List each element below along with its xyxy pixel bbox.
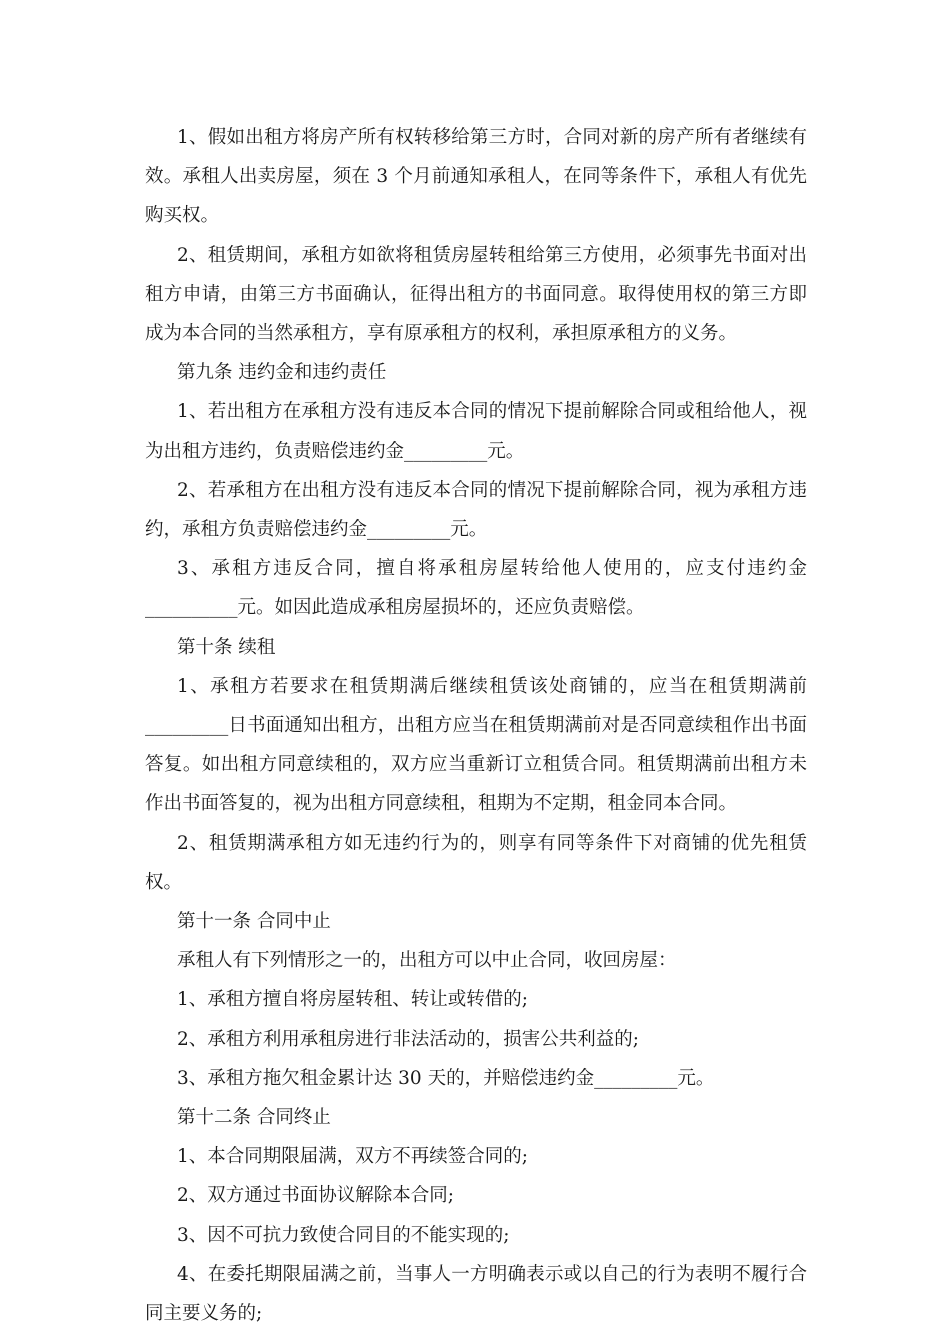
list-item: 1、本合同期限届满，双方不再续签合同的; [177, 1146, 529, 1168]
clause-paragraph: 2、若承租方在出租方没有违反本合同的情况下提前解除合同，视为承租方违约，承租方负责赔偿违约金_________元。 [145, 479, 807, 541]
clause-paragraph: 1、若出租方在承租方没有违反本合同的情况下提前解除合同或租给他人，视为出租方违约，负责赔偿违约金_________元。 [145, 401, 807, 462]
article-heading: 第十一条 合同中止 [177, 911, 331, 933]
document-body [145, 118, 807, 1333]
clause-paragraph: 3、承租方违反合同，擅自将承租房屋转给他人使用的，应支付违约金__________元。如因此造成承租房屋损坏的，还应负责赔偿。 [145, 558, 807, 619]
article-heading: 第十二条 合同终止 [177, 1107, 331, 1129]
clause-paragraph: 承租人有下列情形之一的，出租方可以中止合同，收回房屋： [177, 950, 677, 972]
list-item: 2、承租方利用承租房进行非法活动的，损害公共利益的; [177, 1028, 640, 1050]
clause-paragraph: 1、承租方若要求在租赁期满后继续租赁该处商铺的，应当在租赁期满前_________日书面通知出租方，出租方应当在租赁期满前对是否同意续租作出书面答复。如出租方同意续租的，双方应当重新订立租赁合同。租赁期满前出租方未作出书面答复的，视为出租方同意续租，租期为不定期，租金同本合同。 [145, 675, 807, 815]
article-heading: 第十条 续租 [177, 636, 276, 658]
list-item: 2、双方通过书面协议解除本合同; [177, 1185, 455, 1207]
clause-paragraph: 2、租赁期满承租方如无违约行为的，则享有同等条件下对商铺的优先租赁权。 [145, 832, 807, 893]
list-item: 3、因不可抗力致使合同目的不能实现的; [177, 1224, 510, 1246]
list-item: 4、在委托期限届满之前，当事人一方明确表示或以自己的行为表明不履行合同主要义务的; [145, 1263, 807, 1325]
article-heading: 第九条 违约金和违约责任 [177, 362, 387, 384]
clause-paragraph: 1、假如出租方将房产所有权转移给第三方时，合同对新的房产所有者继续有效。承租人出卖房屋，须在 3 个月前通知承租人，在同等条件下，承租人有优先购买权。 [145, 127, 807, 227]
list-item: 3、承租方拖欠租金累计达 30 天的，并赔偿违约金_________元。 [177, 1067, 715, 1089]
clause-paragraph: 2、租赁期间，承租方如欲将租赁房屋转租给第三方使用，必须事先书面对出租方申请，由第三方书面确认，征得出租方的书面同意。取得使用权的第三方即成为本合同的当然承租方，享有原承租方的权利，承担原承租方的义务。 [145, 244, 807, 345]
list-item: 1、承租方擅自将房屋转租、转让或转借的; [177, 989, 529, 1011]
